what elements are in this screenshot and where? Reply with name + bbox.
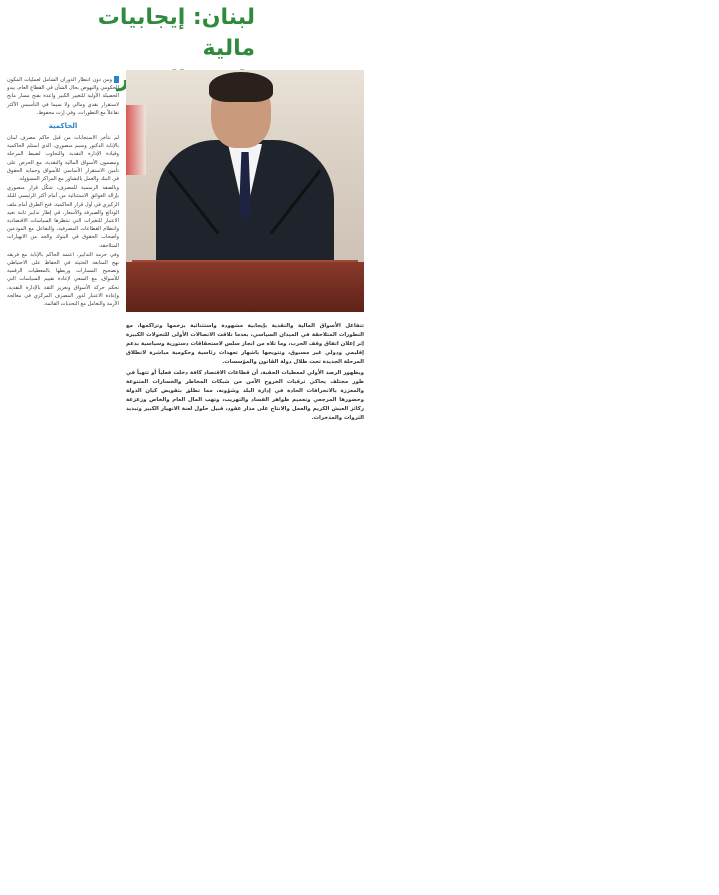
- hair: [209, 72, 273, 102]
- right-text-column: [7, 76, 119, 309]
- headline-line-1: لبنان: إيجابيات مالية: [97, 5, 255, 61]
- main-text-column: [126, 322, 364, 425]
- section-subheading: الحاكمية: [48, 122, 78, 131]
- podium: [126, 262, 364, 312]
- bullet-square-icon: [114, 76, 119, 83]
- right-paragraph-3: وبالصفة الرسمية للمصرف، شكّل قرار منصوري بإزالة العوائق الاستثنائية من أمام أكثر الرئيسي للبلد الركيزي في أول قرار الحاكمية، فتح الطرق أمام ملف الودائع والصيرفة والأسعار، في إطار تدابير ثابتة تعيد الاعتبار للتغيرات التي تنتظرها السياسات الاقتصادية وانتظام القطاعات المصرفية، والتفاعل مع المودعين وأصحاب الحقوق في البنوك والحد من الانهيارات المتلاحقة.: [7, 185, 119, 249]
- right-paragraph-2: لم تتأخر الاستجابات من قبل حاكم مصرف لبنان بالإنابة الدكتور وسيم منصوري، الذي استلم الحاكمية وقيادة الإدارة النقدية والتجاوب لضبط المرحلة ومضمون الأسواق المالية والنقدية، مع الحرص على تأمين الاستقرار الأساسي للأسواق وحماية الحقوق في البنك والعمل بالتشاور مع المراكز المسؤولة.: [7, 135, 119, 183]
- newspaper-clipping: [0, 0, 370, 460]
- main-paragraph-1: تتفاعل الأسواق المالية والنقدية بإيجابية مشهودة واستثنائية بزخمها وتراكمها، مع التطورات المتلاحقة في الميدان السياسي، بعدما تلاقت الاتصالات الأولى للتحولات الكبيرة إثر إعلان اتفاق وقف الحرب، وما تلاه من انجاز سلس لاستحقاقات دستورية وسياسية بدعم إقليمي ودولي غير مسبوق، وتتويجها باشهار تعهدات رئاسية وحكومية مباشرة لانطلاق المرحلة الجديدة تحت ظلال دولة القانون والمؤسسات.: [126, 323, 364, 365]
- main-paragraph-2: وبظهور الرصد الأولي لمعطيات الحقبة، أن قطاعات الاقتصاد كافة دخلت فعلياً أو تتهيأ في طور مختلف يحاكي ترقبات الخروج الآمن من شبكات المخاطر والخسارات المتنوعة والمعززة بالانحرافات الحادة في إدارة البلد وشؤونه، مما تطلق بتقويض كيان الدولة وحضورها المرجعي وتعميم ظواهر الفساد والتهريب، وتهب المال العام والخاص وزعزعة ركائز العيش الكريم والعمل والانتاج على مدار عقود، قبيل حلول لعنة الانهيار الكبير وتبديد الثروات والمدخرات.: [126, 370, 364, 421]
- flag-background: [126, 105, 146, 175]
- intro-paragraph: ومن دون انتظار الدوران الشامل لعمليات المكون الحكومي والنهوض بحال الشأن في القطاع العام، يبدو الحصيلة الأولية للتغيير الكبير واعدة بفتح مسار مانح لاستقرار نقدي ومالي ولا سيما في التأسيس الأكثر تفاعلاً مع التطورات، وفي إرث محفوظ.: [7, 77, 119, 116]
- right-paragraph-4: وفي حزمة التدابير، اعتمد الحاكم بالإنابة مع فريقه نهج المتابعة الحثيثة في الحفاظ على الاحتياطي وتصحيح المسارات وربطها بالمعطيات الرقمية للأسواق، مع السعي لإعادة تقييم السياسات التي تحكم حركة الأسواق وتعزيز الثقة بالإدارة النقدية، وإعادة الاعتبار لدور المصرف المركزي في معالجة الأزمة والتعامل مع التحديات القائمة.: [7, 251, 119, 308]
- speaker-photo: [126, 70, 364, 312]
